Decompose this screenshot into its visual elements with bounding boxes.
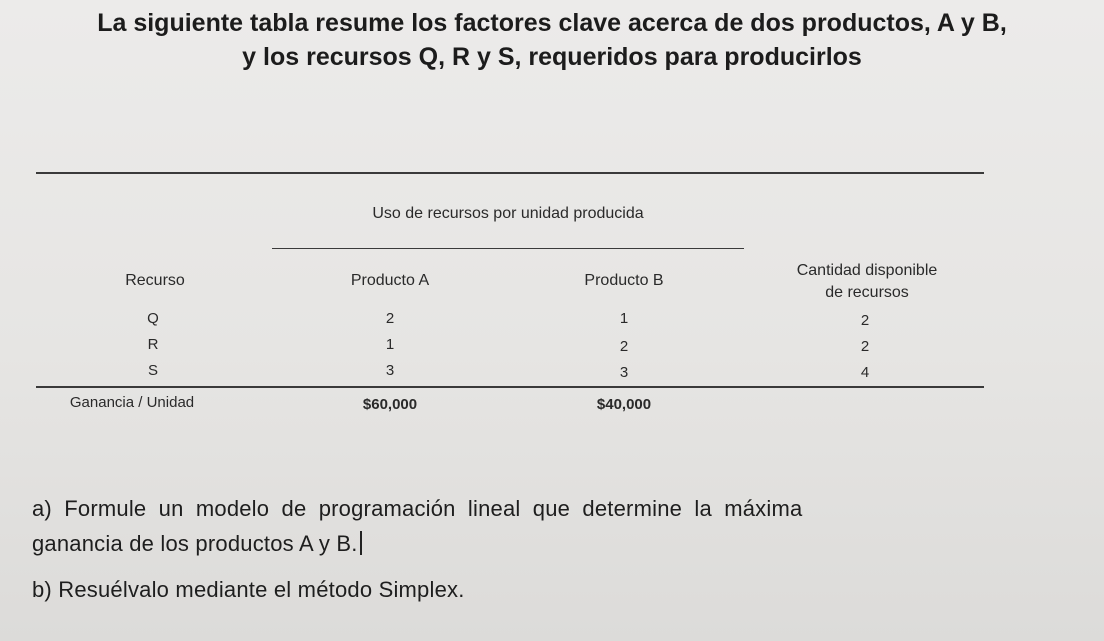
- cell-product-b: 2: [619, 338, 629, 355]
- cell-resource: Q: [147, 310, 159, 327]
- title-line-2: y los recursos Q, R y S, requeridos para producirlos: [242, 43, 862, 71]
- text-cursor: [360, 531, 362, 555]
- cell-product-a: 3: [385, 362, 395, 379]
- cell-product-b: 3: [619, 364, 629, 381]
- group-header-rule: [272, 248, 744, 249]
- cell-product-b: 1: [619, 310, 629, 327]
- header-available: [797, 260, 938, 304]
- question-a-line-2: [32, 531, 362, 557]
- cell-resource: S: [147, 362, 159, 379]
- header-resource: Recurso: [125, 272, 185, 289]
- cell-available: 2: [860, 338, 870, 355]
- table-bottom-rule: [36, 386, 984, 388]
- header-product-a: Producto A: [350, 272, 430, 289]
- cell-product-a: 2: [385, 310, 395, 327]
- profit-product-b: $40,000: [596, 396, 652, 413]
- cell-available: 4: [860, 364, 870, 381]
- header-available-line-2: de recursos: [825, 284, 909, 301]
- question-a-line-2-text: ganancia de los productos A y B.: [32, 531, 358, 556]
- question-b: b) Resuélvalo mediante el método Simplex.: [32, 577, 465, 602]
- cell-product-a: 1: [385, 336, 395, 353]
- cell-available: 2: [860, 312, 870, 329]
- title-line-1: La siguiente tabla resume los factores clave acerca de dos productos, A y B,: [97, 9, 1007, 37]
- group-header: Uso de recursos por unidad producida: [372, 205, 644, 222]
- table-top-rule: [36, 172, 984, 174]
- header-available-line-1: Cantidad disponible: [796, 262, 938, 279]
- question-a-line-1: a) Formule un modelo de programación lineal que determine la máxima: [32, 496, 803, 521]
- cell-resource: R: [147, 336, 159, 353]
- profit-label: Ganancia / Unidad: [69, 394, 195, 411]
- header-product-b: Producto B: [584, 272, 664, 289]
- profit-product-a: $60,000: [362, 396, 418, 413]
- document-title: [0, 6, 1104, 74]
